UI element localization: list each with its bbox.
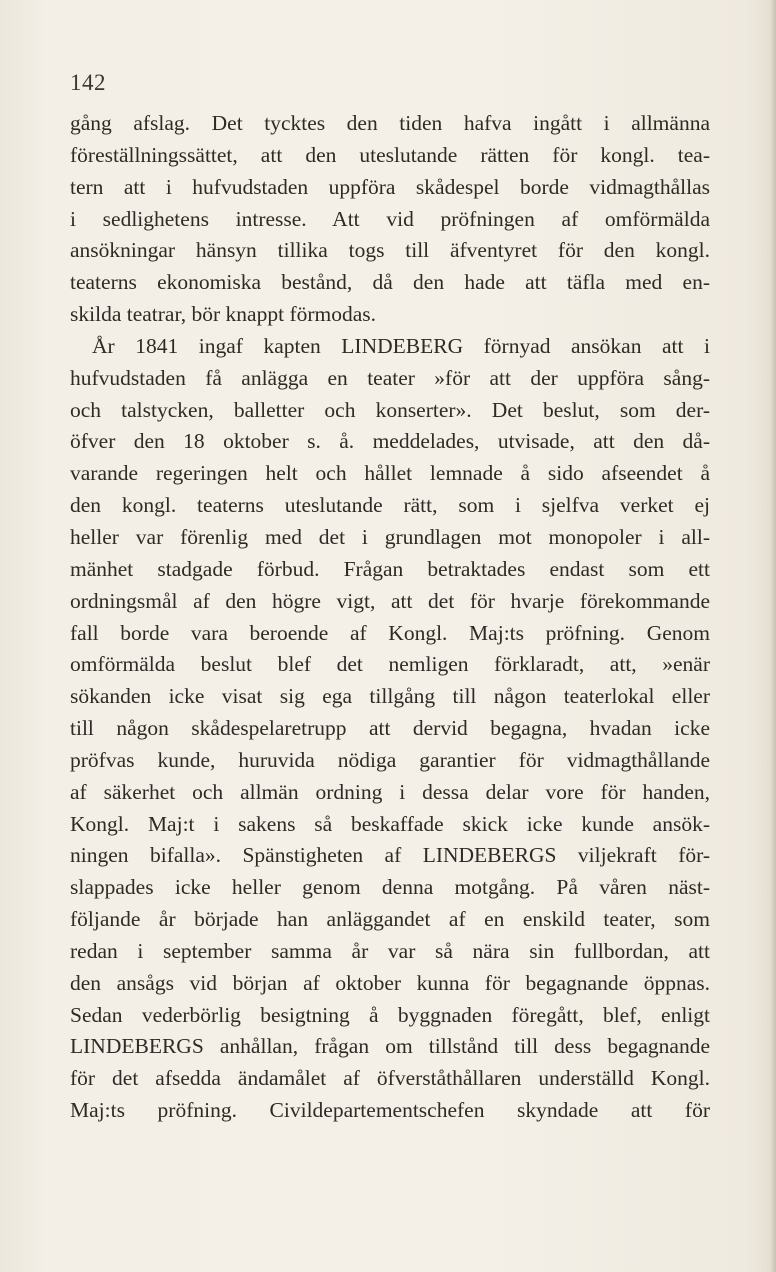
text-line: skilda teatrar, bör knappt förmodas. bbox=[70, 302, 377, 327]
text-line: den kongl. teaterns uteslutande rätt, som i sjelfva verket ej bbox=[70, 493, 710, 518]
text-line: föreställningssättet, att den uteslutande rätten för kongl. tea- bbox=[70, 142, 710, 167]
text-line: omförmälda beslut blef det nemligen förklaradt, att, »enär bbox=[70, 652, 710, 677]
text-line: mänhet stadgade förbud. Frågan betraktades endast som ett bbox=[70, 556, 710, 581]
text-line: ordningsmål af den högre vigt, att det för hvarje förekommande bbox=[70, 588, 710, 613]
text-line: den ansågs vid början af oktober kunna för begagnande öppnas. bbox=[70, 970, 710, 995]
text-line: Sedan vederbörlig besigtning å byggnaden föregått, blef, enligt bbox=[70, 1002, 710, 1027]
text-line: och talstycken, balletter och konserter». Det beslut, som der- bbox=[70, 397, 710, 422]
text-line: i sedlighetens intresse. Att vid pröfningen af omförmälda bbox=[70, 206, 710, 231]
page-edge-shadow bbox=[770, 0, 776, 1272]
text-line: följande år började han anläggandet af en enskild teater, som bbox=[70, 907, 710, 932]
text-line: tern att i hufvudstaden uppföra skådespel borde vidmagthållas bbox=[70, 174, 710, 199]
text-line: heller var förenlig med det i grundlagen mot monopoler i all- bbox=[70, 524, 710, 549]
text-line: gång afslag. Det tycktes den tiden hafva ingått i allmänna bbox=[70, 111, 710, 135]
text-line: Maj:ts pröfning. Civildepartementschefen skyndade att för bbox=[70, 1098, 710, 1123]
page-number: 142 bbox=[70, 70, 106, 95]
text-line: redan i september samma år var så nära sin fullbordan, att bbox=[70, 938, 710, 963]
text-line: Kongl. Maj:t i sakens så beskaffade skick icke kunde ansök- bbox=[70, 811, 710, 836]
text-line-paragraph-start: År 1841 ingaf kapten LINDEBERG förnyad ansökan att i bbox=[92, 333, 710, 358]
text-line: ningen bifalla». Spänstigheten af LINDEBERGS viljekraft för- bbox=[70, 843, 710, 868]
body-text bbox=[70, 108, 710, 1127]
text-line: slappades icke heller genom denna motgång. På våren näst- bbox=[70, 875, 710, 900]
text-line: fall borde vara beroende af Kongl. Maj:ts pröfning. Genom bbox=[70, 620, 710, 645]
text-line: för det afsedda ändamålet af öfverståthållaren underställd Kongl. bbox=[70, 1066, 710, 1091]
text-line: varande regeringen helt och hållet lemnade å sido afseendet å bbox=[70, 461, 710, 486]
text-line: hufvudstaden få anlägga en teater »för att der uppföra sång- bbox=[70, 365, 710, 390]
text-line: pröfvas kunde, huruvida nödiga garantier för vidmagthållande bbox=[70, 747, 710, 772]
text-line: LINDEBERGS anhållan, frågan om tillstånd till dess begagnande bbox=[70, 1034, 710, 1059]
text-line: ansökningar hänsyn tillika togs till äfventyret för den kongl. bbox=[70, 238, 710, 263]
text-line: teaterns ekonomiska bestånd, då den hade att täfla med en- bbox=[70, 270, 710, 295]
text-line: till någon skådespelaretrupp att dervid begagna, hvadan icke bbox=[70, 716, 710, 741]
text-line: af säkerhet och allmän ordning i dessa delar vore för handen, bbox=[70, 779, 710, 804]
text-line: öfver den 18 oktober s. å. meddelades, utvisade, att den då- bbox=[70, 429, 710, 454]
text-line: sökanden icke visat sig ega tillgång till någon teaterlokal eller bbox=[70, 684, 710, 709]
